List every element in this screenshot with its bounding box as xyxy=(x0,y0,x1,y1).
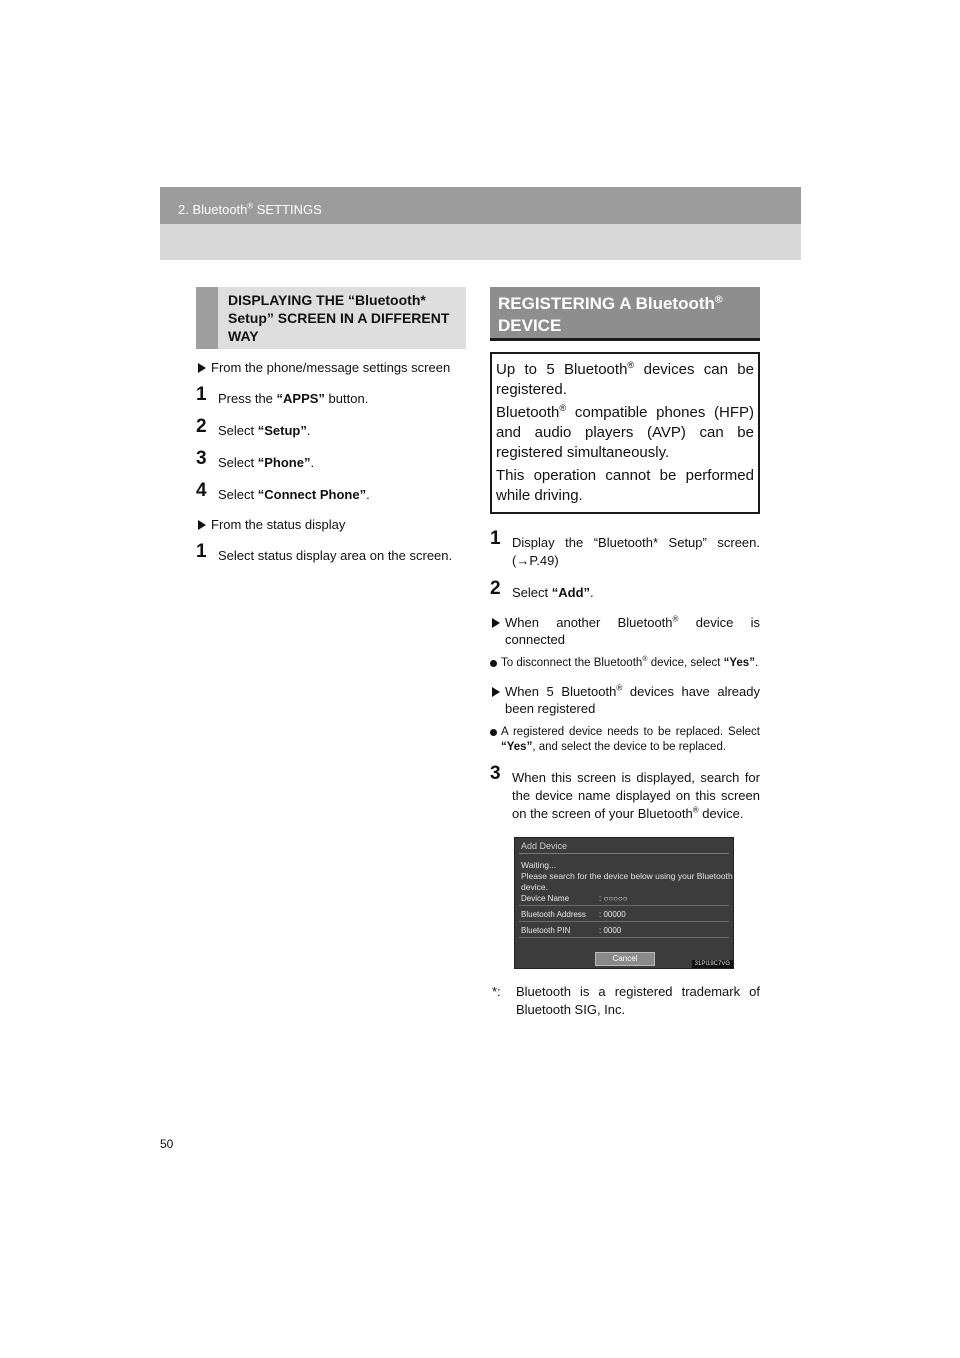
trademark-footnote: *: Bluetooth is a registered trademark of Bluetooth SIG, Inc. xyxy=(492,984,760,1017)
register-heading-title: REGISTERING A Bluetooth® DEVICE xyxy=(498,293,723,335)
info-paragraph: Bluetooth® compatible phones (HFP) and audio players (AVP) can be registered simultaneously. xyxy=(496,403,754,461)
step-item: 2 Select “Add”. xyxy=(490,578,594,600)
bullet-note: A registered device needs to be replaced. Select “Yes”, and select the device to be replaced. xyxy=(490,725,760,755)
step-item: 4 Select “Connect Phone”. xyxy=(196,480,370,502)
bullet-dot-icon xyxy=(490,660,497,667)
registered-mark: ® xyxy=(714,293,723,306)
info-box xyxy=(490,352,760,514)
triangle-arrow-icon xyxy=(198,520,206,530)
step-item: 3 When this screen is displayed, search for the device name displayed on this screen on the screen of your Bluetooth® device. xyxy=(490,763,760,821)
route-phone-settings: From the phone/message settings screen xyxy=(196,359,466,376)
screen-row-pin: Bluetooth PIN : 0000 xyxy=(519,924,729,938)
step-item: 1 Select status display area on the screen. xyxy=(196,541,453,563)
bullet-note: To disconnect the Bluetooth® device, select “Yes”. xyxy=(490,656,760,671)
right-column xyxy=(490,287,760,1019)
page-number: 50 xyxy=(160,1137,174,1151)
header-bar xyxy=(160,187,801,224)
screen-cancel-button: Cancel xyxy=(595,952,655,966)
heading-tab xyxy=(196,287,218,349)
register-heading xyxy=(490,287,760,341)
screen-row-device-name: Device Name : ○○○○○ xyxy=(519,892,729,906)
step-item: 1 Display the “Bluetooth* Setup” screen. (→P.49) xyxy=(490,528,760,568)
left-column xyxy=(196,287,466,565)
image-code: 31PI19C7VG xyxy=(692,960,733,968)
route-another-device: When another Bluetooth® device is connected xyxy=(490,614,760,648)
add-device-screenshot xyxy=(514,837,734,969)
section-title: 2. Bluetooth® SETTINGS xyxy=(178,201,322,217)
route-five-devices: When 5 Bluetooth® devices have already been registered xyxy=(490,683,760,717)
step-item: 3 Select “Phone”. xyxy=(196,448,315,470)
step-item: 2 Select “Setup”. xyxy=(196,416,311,438)
info-paragraph: This operation cannot be performed while driving. xyxy=(496,467,754,504)
section-heading-title: DISPLAYING THE “Bluetooth* Setup” SCREEN IN A DIFFERENT WAY xyxy=(228,292,450,344)
triangle-arrow-icon xyxy=(198,363,206,373)
section-heading xyxy=(196,287,466,349)
header-sub-bar xyxy=(160,224,801,260)
step-item: 1 Press the “APPS” button. xyxy=(196,384,369,406)
screen-title: Add Device xyxy=(521,841,568,851)
registered-mark: ® xyxy=(247,201,254,211)
route-status-display: From the status display xyxy=(196,516,466,533)
triangle-arrow-icon xyxy=(492,618,500,628)
triangle-arrow-icon xyxy=(492,687,500,697)
screen-waiting-text: Waiting... Please search for the device below using your Bluetooth device. xyxy=(521,860,733,892)
screen-row-address: Bluetooth Address : 00000 xyxy=(519,908,729,922)
info-paragraph: Up to 5 Bluetooth® devices can be registered. xyxy=(496,360,754,398)
bullet-dot-icon xyxy=(490,729,497,736)
